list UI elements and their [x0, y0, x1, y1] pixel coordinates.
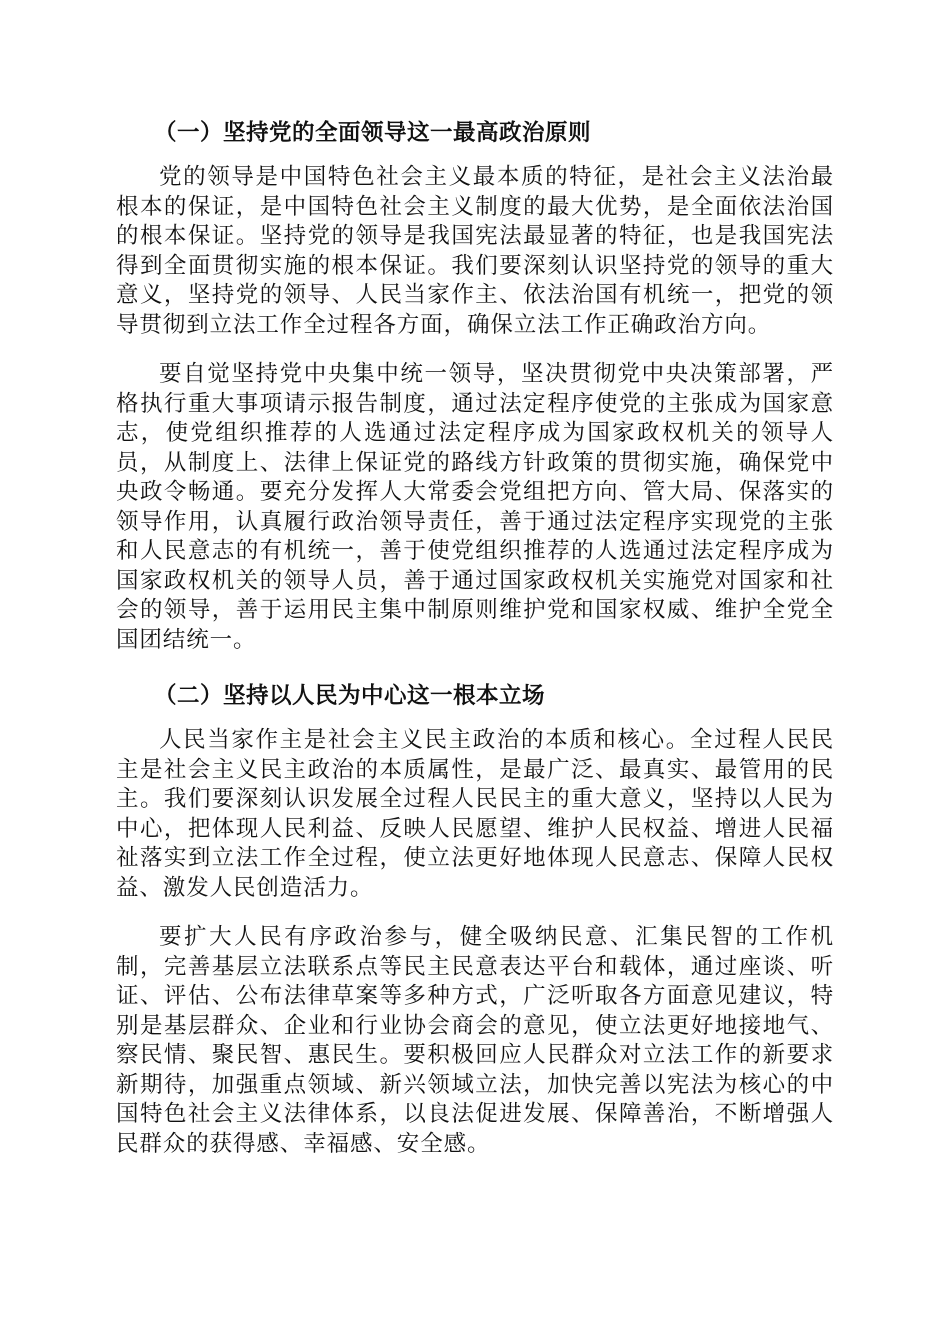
paragraph: 要自觉坚持党中央集中统一领导，坚决贯彻党中央决策部署，严格执行重大事项请示报告制度，通过法定程序使党的主张成为国家意志，使党组织推荐的人选通过法定程序成为国家政权机关的领导人员，从制度上、法律上保证党的路线方针政策的贯彻实施，确保党中央政令畅通。要充分发挥人大常委会党组把方向、管大局、保落实的领导作用，认真履行政治领导责任，善于通过法定程序实现党的主张和人民意志的有机统一，善于使党组织推荐的人选通过法定程序成为国家政权机关的领导人员，善于通过国家政权机关实施党对国家和社会的领导，善于运用民主集中制原则维护党和国家权威、维护全党全国团结统一。: [116, 361, 834, 653]
section-heading-2: （二）坚持以人民为中心这一根本立场: [154, 683, 546, 709]
document-body: [116, 112, 834, 1179]
paragraph: 党的领导是中国特色社会主义最本质的特征，是社会主义法治最根本的保证，是中国特色社会主义制度的最大优势，是全面依法治国的根本保证。坚持党的领导是我国宪法最显著的特征，也是我国宪法得到全面贯彻实施的根本保证。我们要深刻认识坚持党的领导的重大意义，坚持党的领导、人民当家作主、依法治国有机统一，把党的领导贯彻到立法工作全过程各方面，确保立法工作正确政治方向。: [116, 164, 834, 338]
paragraph: 人民当家作主是社会主义民主政治的本质和核心。全过程人民民主是社会主义民主政治的本质属性，是最广泛、最真实、最管用的民主。我们要深刻认识发展全过程人民民主的重大意义，坚持以人民为中心，把体现人民利益、反映人民愿望、维护人民权益、增进人民福祉落实到立法工作全过程，使立法更好地体现人民意志、保障人民权益、激发人民创造活力。: [116, 727, 834, 901]
section-heading-1: （一）坚持党的全面领导这一最高政治原则: [154, 120, 592, 146]
paragraph: 要扩大人民有序政治参与，健全吸纳民意、汇集民智的工作机制，完善基层立法联系点等民主民意表达平台和载体，通过座谈、听证、评估、公布法律草案等多种方式，广泛听取各方面意见建议，特别是基层群众、企业和行业协会商会的意见，使立法更好地接地气、察民情、聚民智、惠民生。要积极回应人民群众对立法工作的新要求新期待，加强重点领域、新兴领域立法，加快完善以宪法为核心的中国特色社会主义法律体系，以良法促进发展、保障善治，不断增强人民群众的获得感、幸福感、安全感。: [116, 924, 834, 1157]
